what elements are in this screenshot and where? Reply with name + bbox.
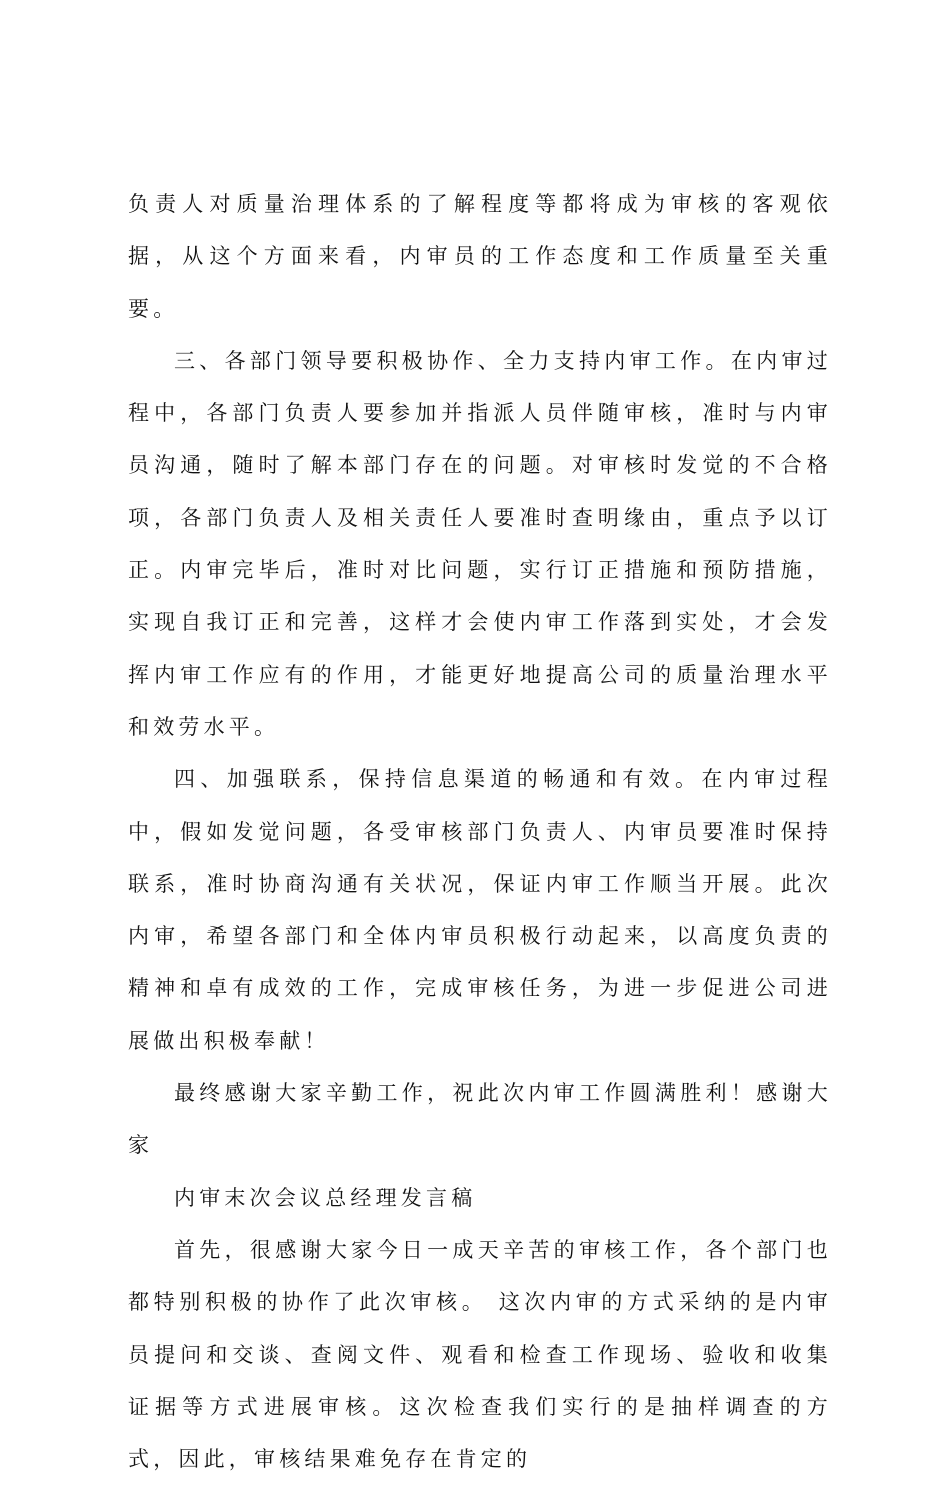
paragraph-opening: 首先，很感谢大家今日一成天辛苦的审核工作，各个部门也都特别积极的协作了此次审核。 这次内审的方式采纳的是内审员提问和交谈、查阅文件、观看和检查工作现场、验收和收集证据等方式进展审核。这次检查我们实行的是抽样调查的方式，因此，审核结果难免存在肯定的 [128,1237,832,1472]
section-heading: 内审末次会议总经理发言稿 [174,1185,477,1210]
document-page [128,178,832,1485]
paragraph-continuation: 负责人对质量治理体系的了解程度等都将成为审核的客观依据，从这个方面来看，内审员的工作态度和工作质量至关重要。 [128,192,832,321]
paragraph-point-four: 四、加强联系，保持信息渠道的畅通和有效。在内审过程中，假如发觉问题，各受审核部门负责人、内审员要准时保持联系，准时协商沟通有关状况，保证内审工作顺当开展。此次内审，希望各部门和全体内审员积极行动起来，以高度负责的精神和卓有成效的工作，完成审核任务，为进一步促进公司进展做出积极奉献！ [128,767,832,1053]
paragraph-point-three: 三、各部门领导要积极协作、全力支持内审工作。在内审过程中，各部门负责人要参加并指派人员伴随审核，准时与内审员沟通，随时了解本部门存在的问题。对审核时发觉的不合格项，各部门负责人及相关责任人要准时查明缘由，重点予以订正。内审完毕后，准时对比问题，实行订正措施和预防措施，实现自我订正和完善，这样才会使内审工作落到实处，才会发挥内审工作应有的作用，才能更好地提高公司的质量治理水平和效劳水平。 [128,348,832,739]
paragraph-thanks: 最终感谢大家辛勤工作，祝此次内审工作圆满胜利！感谢大家 [128,1081,832,1158]
